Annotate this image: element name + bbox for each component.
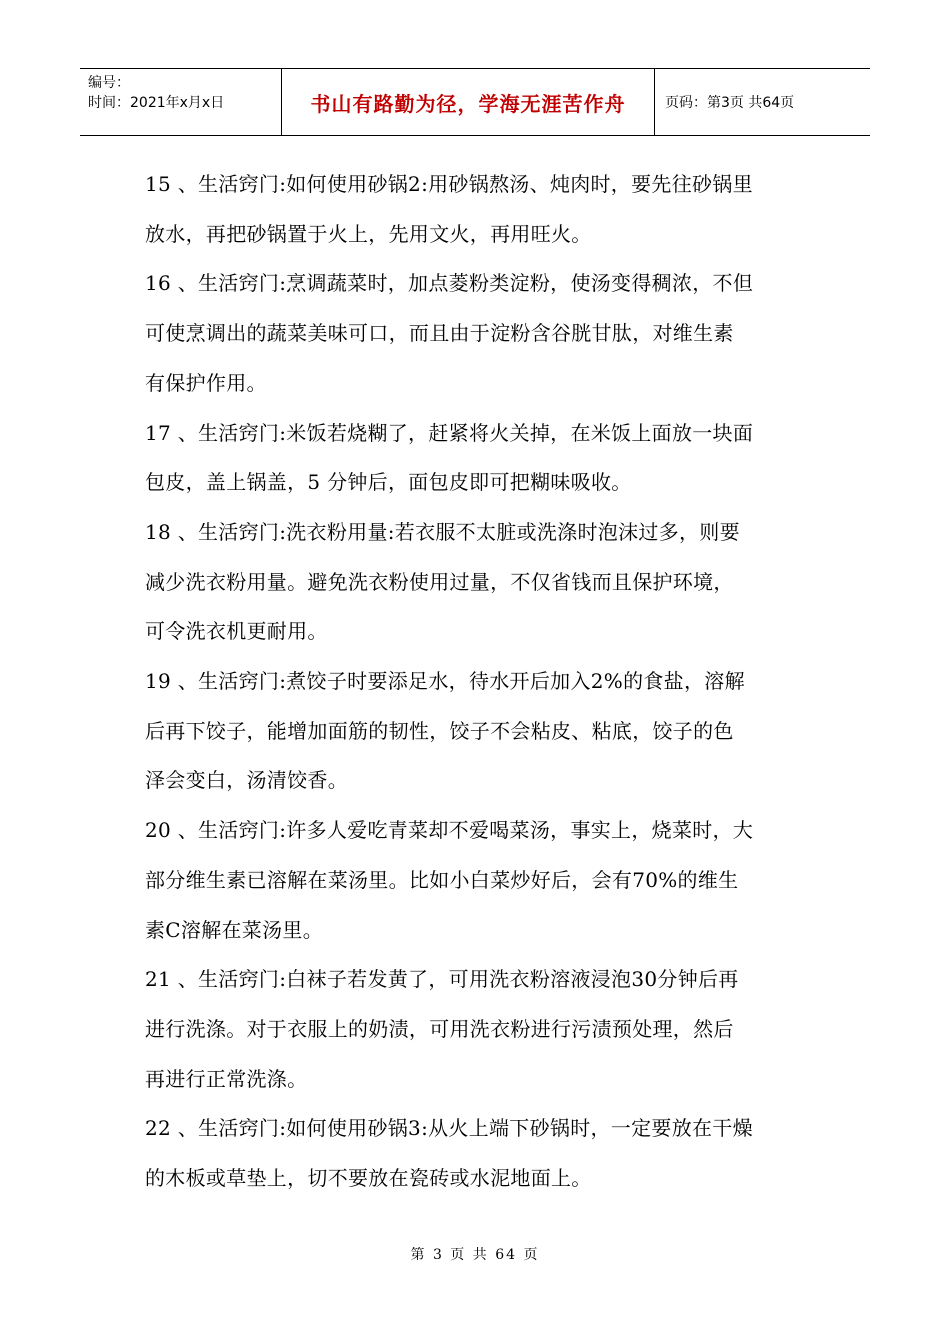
text-line: 进行洗涤。对于衣服上的奶渍，可用洗衣粉进行污渍预处理，然后 [145,1016,734,1041]
text-line: 18 、生活窍门:洗衣粉用量:若衣服不太脏或洗涤时泡沫过多，则要 [145,519,740,544]
text-line: 减少洗衣粉用量。避免洗衣粉使用过量，不仅省钱而且保护环境， [145,569,734,594]
text-line: 可使烹调出的蔬菜美味可口，而且由于淀粉含谷胱甘肽，对维生素 [145,321,734,346]
text-line: 部分维生素已溶解在菜汤里。比如小白菜炒好后，会有70%的维生 [145,867,739,892]
text-line: 16 、生活窍门:烹调蔬菜时，加点菱粉类淀粉，使汤变得稠浓，不但 [145,271,754,296]
text-line: 后再下饺子，能增加面筋的韧性，饺子不会粘皮、粘底，饺子的色 [145,718,734,743]
text-line: 22 、生活窍门:如何使用砂锅3:从火上端下砂锅时，一定要放在干燥 [145,1116,753,1141]
header-meta [80,69,282,135]
header-page-info: 页码：第3页 共64页 [665,95,795,111]
text-line: 21 、生活窍门:白袜子若发黄了，可用洗衣粉溶液浸泡30分钟后再 [145,967,739,992]
text-line: 包皮，盖上锅盖，5 分钟后，面包皮即可把糊味吸收。 [145,470,632,495]
text-line: 放水，再把砂锅置于火上，先用文火，再用旺火。 [145,221,592,246]
page-header [80,68,870,136]
text-line: 可令洗衣机更耐用。 [145,619,328,644]
doc-number-label: 编号： [88,75,130,91]
text-line: 泽会变白，汤清饺香。 [145,768,348,793]
document-body [145,160,810,1204]
text-line: 15 、生活窍门:如何使用砂锅2:用砂锅熬汤、炖肉时，要先往砂锅里 [145,172,753,196]
page-footer: 第 3 页 共 64 页 [410,1247,540,1263]
text-line: 的木板或草垫上，切不要放在瓷砖或水泥地面上。 [145,1166,592,1191]
text-line: 20 、生活窍门:许多人爱吃青菜却不爱喝菜汤，事实上，烧菜时，大 [145,818,754,843]
text-line: 17 、生活窍门:米饭若烧糊了，赶紧将火关掉，在米饭上面放一块面 [145,420,754,445]
text-line: 素C溶解在菜汤里。 [145,917,324,942]
text-line: 19 、生活窍门:煮饺子时要添足水，待水开后加入2%的食盐，溶解 [145,669,745,694]
text-line: 有保护作用。 [145,370,267,395]
header-motto: 书山有路勤为径，学海无涯苦作舟 [282,69,655,135]
text-line: 再进行正常洗涤。 [145,1066,308,1091]
doc-date-label: 时间：2021年x月x日 [88,95,225,111]
